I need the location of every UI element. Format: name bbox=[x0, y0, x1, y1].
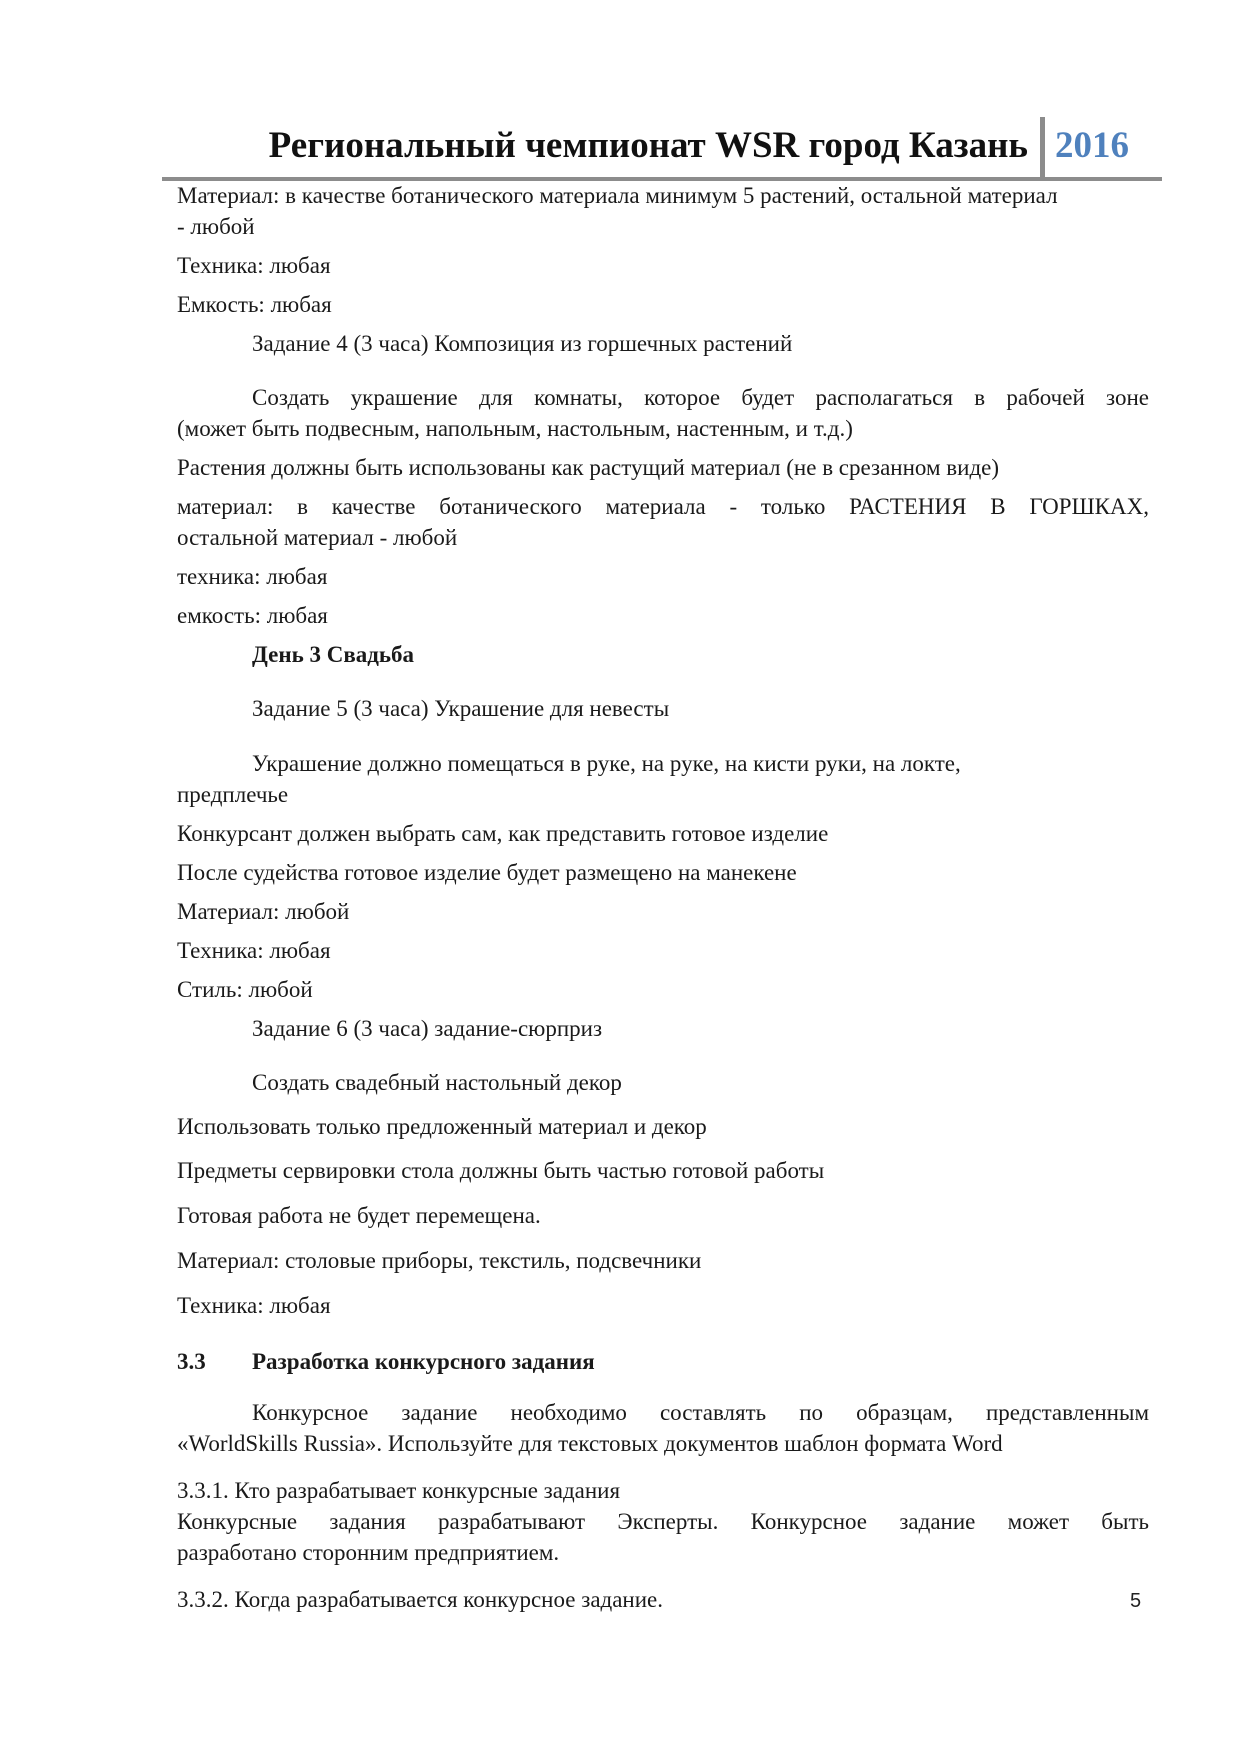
task-heading: Задание 6 (3 часа) задание-сюрприз bbox=[252, 1016, 603, 1041]
subsection-heading: 3.3.1. Кто разрабатывает конкурсные задания bbox=[177, 1478, 621, 1503]
paragraph: техника: любая bbox=[177, 564, 328, 589]
paragraph: Создать свадебный настольный декор bbox=[252, 1070, 622, 1095]
paragraph: Материал: в качестве ботанического материала минимум 5 растений, остальной материал bbox=[177, 183, 1058, 208]
paragraph: Стиль: любой bbox=[177, 977, 313, 1002]
day-heading: День 3 Свадьба bbox=[252, 642, 415, 667]
page-number: 5 bbox=[1130, 1590, 1142, 1612]
paragraph: разработано сторонним предприятием. bbox=[177, 1540, 560, 1565]
paragraph: предплечье bbox=[177, 782, 289, 807]
paragraph: материал: в качестве ботанического материала - только РАСТЕНИЯ В ГОРШКАХ, bbox=[177, 494, 1149, 519]
paragraph: Создать украшение для комнаты, которое будет располагаться в рабочей зоне bbox=[252, 385, 1149, 410]
paragraph: Растения должны быть использованы как растущий материал (не в срезанном виде) bbox=[177, 455, 1000, 480]
paragraph: Материал: любой bbox=[177, 899, 350, 924]
paragraph: Конкурсант должен выбрать сам, как представить готовое изделие bbox=[177, 821, 829, 846]
paragraph: (может быть подвесным, напольным, настольным, настенным, и т.д.) bbox=[177, 416, 853, 441]
header-title: Региональный чемпионат WSR город Казань bbox=[268, 125, 1028, 166]
task-heading: Задание 5 (3 часа) Украшение для невесты bbox=[252, 696, 670, 721]
paragraph: Емкость: любая bbox=[177, 292, 332, 317]
subsection-heading: 3.3.2. Когда разрабатывается конкурсное задание. bbox=[177, 1587, 664, 1612]
paragraph: «WorldSkills Russia». Используйте для текстовых документов шаблон формата Word bbox=[177, 1431, 1003, 1456]
paragraph: Материал: столовые приборы, текстиль, подсвечники bbox=[177, 1248, 702, 1273]
paragraph: Конкурсные задания разрабатывают Эксперты. Конкурсное задание может быть bbox=[177, 1509, 1149, 1534]
paragraph: Техника: любая bbox=[177, 253, 331, 278]
paragraph: - любой bbox=[177, 214, 255, 239]
paragraph: остальной материал - любой bbox=[177, 525, 458, 550]
paragraph: Конкурсное задание необходимо составлять по образцам, представленным bbox=[252, 1400, 1149, 1425]
section-heading bbox=[177, 1346, 1149, 1377]
paragraph: Украшение должно помещаться в руке, на руке, на кисти руки, на локте, bbox=[252, 751, 961, 776]
section-number: 3.3 bbox=[177, 1349, 206, 1374]
paragraph: Предметы сервировки стола должны быть частью готовой работы bbox=[177, 1158, 825, 1183]
section-title: Разработка конкурсного задания bbox=[252, 1349, 595, 1374]
header-separator bbox=[1040, 117, 1045, 177]
paragraph: Использовать только предложенный материал и декор bbox=[177, 1114, 707, 1139]
task-heading: Задание 4 (3 часа) Композиция из горшечных растений bbox=[252, 331, 793, 356]
paragraph: Техника: любая bbox=[177, 938, 331, 963]
paragraph: Техника: любая bbox=[177, 1293, 331, 1318]
header-year: 2016 bbox=[1055, 125, 1129, 166]
paragraph: Готовая работа не будет перемещена. bbox=[177, 1203, 541, 1228]
paragraph: емкость: любая bbox=[177, 603, 328, 628]
paragraph: После судейства готовое изделие будет размещено на манекене bbox=[177, 860, 797, 885]
